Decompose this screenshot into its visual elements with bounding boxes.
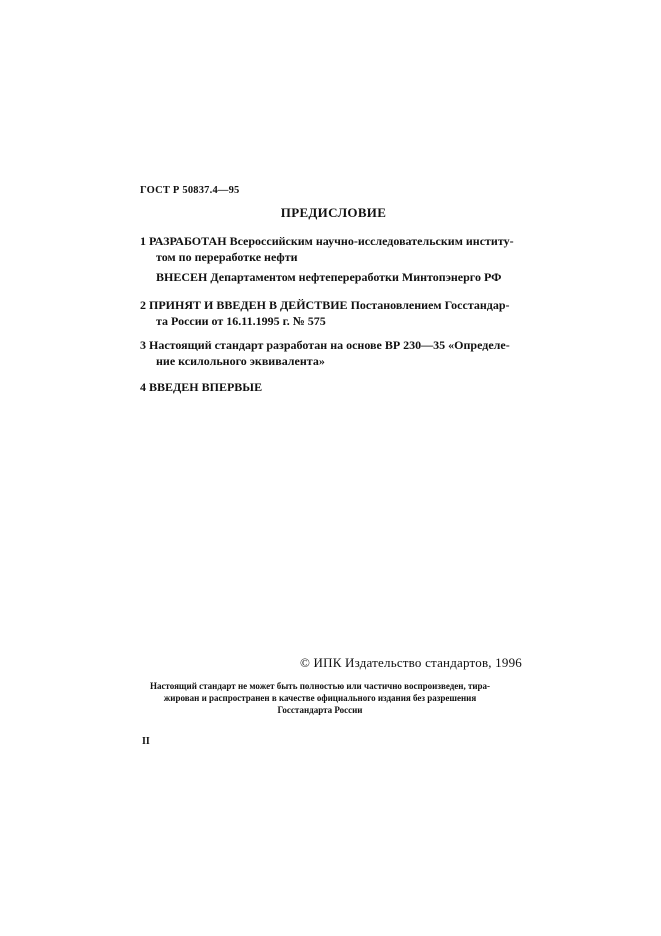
paragraph-text: Всероссийским научно-исследовательским институ- xyxy=(229,234,514,248)
reproduction-notice xyxy=(140,680,500,716)
paragraph-number: 2 xyxy=(140,298,146,312)
document-code: ГОСТ Р 50837.4—95 xyxy=(140,185,240,196)
page-number: II xyxy=(142,736,150,747)
notice-line: Госстандарта России xyxy=(277,705,363,715)
paragraph-lead: РАЗРАБОТАН xyxy=(149,234,227,248)
notice-line: Настоящий стандарт не может быть полностью или частично воспроизведен, тира- xyxy=(149,681,491,691)
paragraph-4 xyxy=(140,379,525,395)
paragraph-text: ВВЕДЕН ВПЕРВЫЕ xyxy=(149,380,263,394)
copyright-line: © ИПК Издательство стандартов, 1996 xyxy=(300,655,522,670)
page-title: ПРЕДИСЛОВИЕ xyxy=(280,205,387,220)
paragraph-number: 3 xyxy=(140,338,146,352)
paragraph-continuation: ние ксилольного эквивалента» xyxy=(156,354,325,368)
paragraph-number: 4 xyxy=(140,380,146,394)
paragraph-text: Настоящий стандарт разработан на основе ВР 230—35 «Определе- xyxy=(149,338,510,352)
paragraph-lead: ПРИНЯТ И ВВЕДЕН В ДЕЙСТВИЕ xyxy=(149,298,348,312)
paragraph-1 xyxy=(140,233,525,265)
paragraph-lead: ВНЕСЕН xyxy=(156,270,208,284)
paragraph-2 xyxy=(140,297,525,329)
paragraph-number: 1 xyxy=(140,234,146,248)
notice-line: жирован и распространен в качестве официального издания без разрешения xyxy=(163,693,477,703)
paragraph-continuation: та России от 16.11.1995 г. № 575 xyxy=(156,314,326,328)
paragraph-text: Постановлением Госстандар- xyxy=(350,298,510,312)
paragraph-text: Департаментом нефтепереработки Минтопэнерго РФ xyxy=(210,270,502,284)
paragraph-3 xyxy=(140,337,525,369)
paragraph-continuation: том по переработке нефти xyxy=(156,250,298,264)
paragraph-submitted xyxy=(156,269,541,285)
